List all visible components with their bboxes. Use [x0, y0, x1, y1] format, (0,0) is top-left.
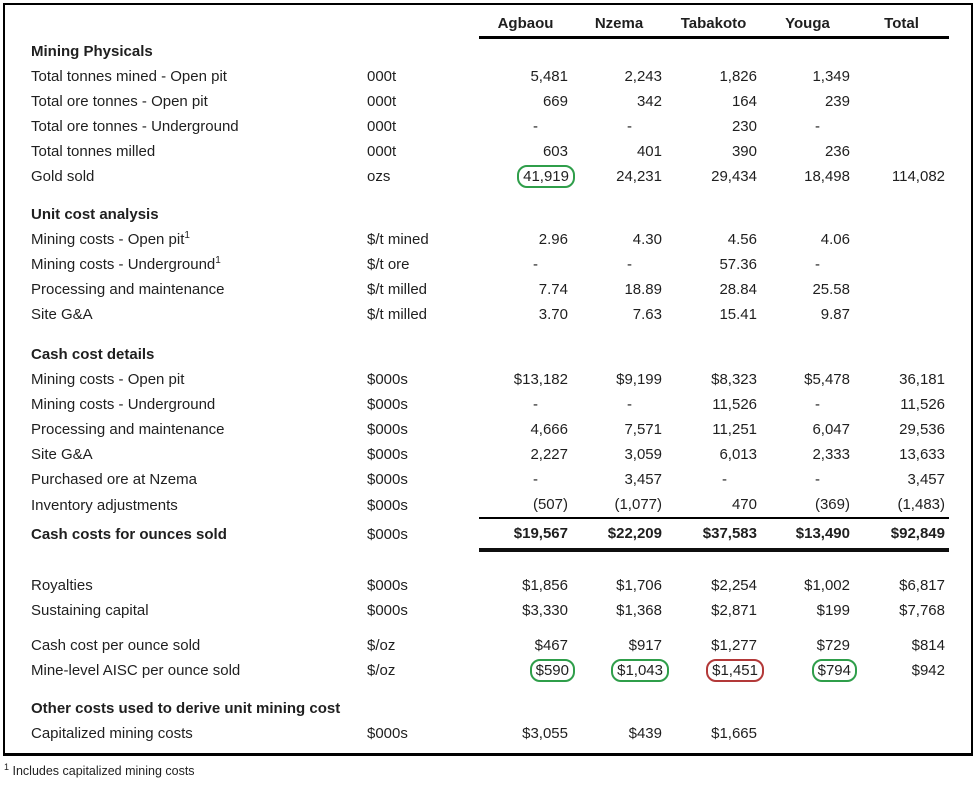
section-title-row	[31, 38, 949, 65]
value-cell	[854, 227, 949, 252]
column-header: Tabakoto	[666, 11, 761, 38]
unit-cell: $000s	[367, 471, 408, 488]
row-label: Purchased ore at Nzema	[31, 471, 197, 488]
value-cell: 4,666	[530, 421, 568, 438]
section-title-row	[31, 202, 949, 227]
section-title-row	[31, 342, 949, 367]
unit-cell: 000t	[367, 118, 397, 135]
highlight-circle-green: $794	[812, 659, 857, 682]
value-cell: -	[533, 256, 538, 273]
value-cell: 24,231	[616, 168, 662, 185]
corner-cell	[31, 11, 367, 38]
value-cell: 4.30	[632, 231, 662, 248]
value-cell: $942	[911, 662, 945, 679]
value-cell: 2,333	[812, 446, 850, 463]
value-cell: 29,434	[711, 168, 757, 185]
unit-cell: $/oz	[367, 662, 396, 679]
value-cell: 11,526	[712, 396, 757, 413]
value-cell: $92,849	[854, 518, 949, 550]
value-cell: $2,254	[711, 577, 757, 594]
unit-cell: $000s	[367, 421, 408, 438]
value-cell: -	[627, 118, 632, 135]
row-label: Royalties	[31, 577, 93, 594]
value-cell: 239	[824, 93, 850, 110]
table-row	[31, 417, 949, 442]
value-cell: 11,526	[900, 396, 945, 413]
value-cell: 57.36	[719, 256, 757, 273]
value-cell	[854, 277, 949, 302]
value-cell: (369)	[814, 496, 850, 513]
value-cell	[854, 114, 949, 139]
value-cell: 236	[824, 143, 850, 160]
row-label: Mining costs - Open pit	[31, 371, 185, 388]
value-cell: $467	[534, 637, 568, 654]
value-cell: $729	[816, 637, 850, 654]
value-cell: 3.70	[538, 306, 568, 323]
value-cell: 5,481	[530, 68, 568, 85]
table-row	[31, 277, 949, 302]
unit-cell: 000t	[367, 68, 397, 85]
value-cell: $6,817	[899, 577, 945, 594]
table-row	[31, 573, 949, 598]
unit-cell: $/oz	[367, 637, 396, 654]
value-cell: 1,349	[812, 68, 850, 85]
value-cell	[854, 64, 949, 89]
value-cell: 114,082	[891, 168, 945, 185]
spacer-cell	[31, 550, 949, 573]
table-row	[31, 392, 949, 417]
value-cell	[854, 89, 949, 114]
value-cell: 36,181	[899, 371, 945, 388]
value-cell: -	[627, 396, 632, 413]
value-cell: $814	[911, 637, 945, 654]
value-cell: 603	[542, 143, 568, 160]
value-cell: $199	[816, 602, 850, 619]
footnote-text: Includes capitalized mining costs	[12, 764, 195, 779]
value-cell: (1,483)	[897, 496, 945, 513]
section-spacer	[31, 550, 949, 573]
unit-cell: $000s	[367, 496, 408, 514]
highlight-circle-green: 41,919	[517, 165, 575, 188]
value-cell	[666, 658, 761, 683]
footnote	[4, 762, 195, 778]
value-cell: -	[815, 118, 820, 135]
value-cell: -	[815, 471, 820, 488]
value-cell: 13,633	[899, 446, 945, 463]
value-cell	[761, 658, 854, 683]
value-cell: 3,457	[624, 471, 662, 488]
highlight-circle-red: $1,451	[706, 659, 764, 682]
row-label: Processing and maintenance	[31, 421, 225, 438]
row-label: Cash costs for ounces sold	[31, 525, 227, 543]
value-cell: $37,583	[666, 518, 761, 550]
unit-cell: $/t ore	[367, 256, 410, 273]
value-cell	[479, 164, 572, 189]
value-cell: $3,055	[522, 725, 568, 742]
table-row	[31, 367, 949, 392]
value-cell: $917	[628, 637, 662, 654]
value-cell: $22,209	[572, 518, 666, 550]
value-cell: $439	[628, 725, 662, 742]
value-cell: 1,826	[719, 68, 757, 85]
spacer-cell	[31, 623, 949, 633]
table-row	[31, 492, 949, 518]
section-title: Cash cost details	[31, 346, 155, 363]
value-cell: 18.89	[624, 281, 662, 298]
value-cell	[761, 721, 854, 746]
value-cell: 4.06	[820, 231, 850, 248]
header-row	[31, 11, 949, 38]
unit-cell: ozs	[367, 168, 391, 185]
value-cell: $1,277	[711, 637, 757, 654]
column-header: Youga	[761, 11, 854, 38]
table-row	[31, 658, 949, 683]
value-cell: $13,182	[513, 371, 568, 388]
row-label: Mining costs - Underground	[31, 396, 216, 413]
value-cell: 18,498	[804, 168, 850, 185]
section-spacer	[31, 327, 949, 342]
row-label: Capitalized mining costs	[31, 725, 193, 742]
value-cell	[479, 658, 572, 683]
row-label: Site G&A	[31, 446, 93, 463]
value-cell: 28.84	[719, 281, 757, 298]
table-row	[31, 64, 949, 89]
column-header: Nzema	[572, 11, 666, 38]
unit-cell: $000s	[367, 577, 408, 594]
unit-cell: $000s	[367, 371, 408, 388]
row-label: Gold sold	[31, 168, 95, 185]
section-title: Unit cost analysis	[31, 206, 159, 223]
value-cell	[854, 139, 949, 164]
value-cell	[854, 252, 949, 277]
footnote-marker: 1	[4, 762, 10, 772]
spacer-cell	[31, 327, 949, 342]
value-cell: $1,856	[522, 577, 568, 594]
row-label: Mining costs - Underground$^1$	[31, 255, 221, 273]
table-row	[31, 442, 949, 467]
value-cell: $3,330	[522, 602, 568, 619]
value-cell: $1,706	[616, 577, 662, 594]
value-cell: 29,536	[899, 421, 945, 438]
row-label: Total tonnes mined - Open pit	[31, 68, 227, 85]
spacer-cell	[31, 189, 949, 202]
table-body	[31, 38, 949, 747]
value-cell: 25.58	[812, 281, 850, 298]
value-cell: $7,768	[899, 602, 945, 619]
unit-cell: 000t	[367, 93, 397, 110]
value-cell: 3,457	[907, 471, 945, 488]
unit-cell: $000s	[367, 396, 408, 413]
value-cell: 9.87	[820, 306, 850, 323]
value-cell: 230	[731, 118, 757, 135]
value-cell: 15.41	[719, 306, 757, 323]
column-header: Agbaou	[479, 11, 572, 38]
value-cell	[572, 658, 666, 683]
section-spacer	[31, 623, 949, 633]
unit-cell: $/t milled	[367, 281, 428, 298]
value-cell: -	[533, 118, 538, 135]
row-label: Inventory adjustments	[31, 496, 178, 514]
table-row	[31, 633, 949, 658]
table-row	[31, 164, 949, 189]
value-cell	[854, 302, 949, 327]
value-cell: -	[722, 471, 727, 488]
row-label: Mine-level AISC per ounce sold	[31, 662, 241, 679]
table-row	[31, 252, 949, 277]
value-cell: (507)	[532, 496, 568, 513]
value-cell: 2,243	[624, 68, 662, 85]
value-cell: $9,199	[616, 371, 662, 388]
cost-table	[31, 11, 949, 746]
section-spacer	[31, 189, 949, 202]
unit-cell: 000t	[367, 143, 397, 160]
section-title-row	[31, 696, 949, 721]
value-cell: 470	[731, 496, 757, 513]
unit-cell: $000s	[367, 446, 408, 463]
row-label: Total tonnes milled	[31, 143, 156, 160]
value-cell: 2.96	[538, 231, 568, 248]
section-title: Other costs used to derive unit mining cost	[31, 700, 341, 717]
row-label: Mining costs - Open pit$^1$	[31, 230, 190, 248]
column-header: Total	[854, 11, 949, 38]
unit-cell: $000s	[367, 525, 408, 543]
row-label: Cash cost per ounce sold	[31, 637, 201, 654]
highlight-circle-green: $1,043	[611, 659, 669, 682]
table-row	[31, 114, 949, 139]
unit-header-cell	[367, 11, 479, 38]
value-cell: 7,571	[624, 421, 662, 438]
table-row	[31, 518, 949, 550]
row-label: Site G&A	[31, 306, 93, 323]
label-footnote-marker: 1	[184, 230, 190, 241]
row-label: Sustaining capital	[31, 602, 149, 619]
value-cell: (1,077)	[614, 496, 662, 513]
spacer-cell	[31, 683, 949, 696]
table-row	[31, 598, 949, 623]
value-cell: 3,059	[624, 446, 662, 463]
section-spacer	[31, 683, 949, 696]
value-cell: 6,013	[719, 446, 757, 463]
row-label: Total ore tonnes - Open pit	[31, 93, 208, 110]
table-row	[31, 89, 949, 114]
value-cell: $13,490	[761, 518, 854, 550]
section-title: Mining Physicals	[31, 43, 153, 60]
value-cell: -	[815, 396, 820, 413]
value-cell: 669	[542, 93, 568, 110]
unit-cell: $/t mined	[367, 231, 429, 248]
value-cell: -	[627, 256, 632, 273]
value-cell: 390	[731, 143, 757, 160]
row-label: Processing and maintenance	[31, 281, 225, 298]
table-row	[31, 467, 949, 492]
value-cell: $5,478	[804, 371, 850, 388]
value-cell: 342	[636, 93, 662, 110]
table-row	[31, 227, 949, 252]
value-cell: $1,002	[804, 577, 850, 594]
cost-table-frame	[3, 3, 973, 756]
unit-cell: $/t milled	[367, 306, 428, 323]
value-cell: 401	[636, 143, 662, 160]
label-footnote-marker: 1	[215, 255, 221, 266]
value-cell: 164	[731, 93, 757, 110]
value-cell: $1,665	[711, 725, 757, 742]
value-cell: $2,871	[711, 602, 757, 619]
value-cell: $19,567	[479, 518, 572, 550]
row-label: Total ore tonnes - Underground	[31, 118, 239, 135]
value-cell: 2,227	[530, 446, 568, 463]
value-cell: -	[533, 471, 538, 488]
table-row	[31, 302, 949, 327]
value-cell: -	[815, 256, 820, 273]
table-header	[31, 11, 949, 38]
highlight-circle-green: $590	[530, 659, 575, 682]
unit-cell: $000s	[367, 725, 408, 742]
value-cell: -	[533, 396, 538, 413]
unit-cell: $000s	[367, 602, 408, 619]
value-cell	[854, 721, 949, 746]
value-cell: $8,323	[711, 371, 757, 388]
value-cell: 6,047	[812, 421, 850, 438]
table-row	[31, 721, 949, 746]
value-cell: 4.56	[727, 231, 757, 248]
value-cell: 7.63	[632, 306, 662, 323]
value-cell: $1,368	[616, 602, 662, 619]
value-cell: 7.74	[538, 281, 568, 298]
table-row	[31, 139, 949, 164]
value-cell: 11,251	[712, 421, 757, 438]
